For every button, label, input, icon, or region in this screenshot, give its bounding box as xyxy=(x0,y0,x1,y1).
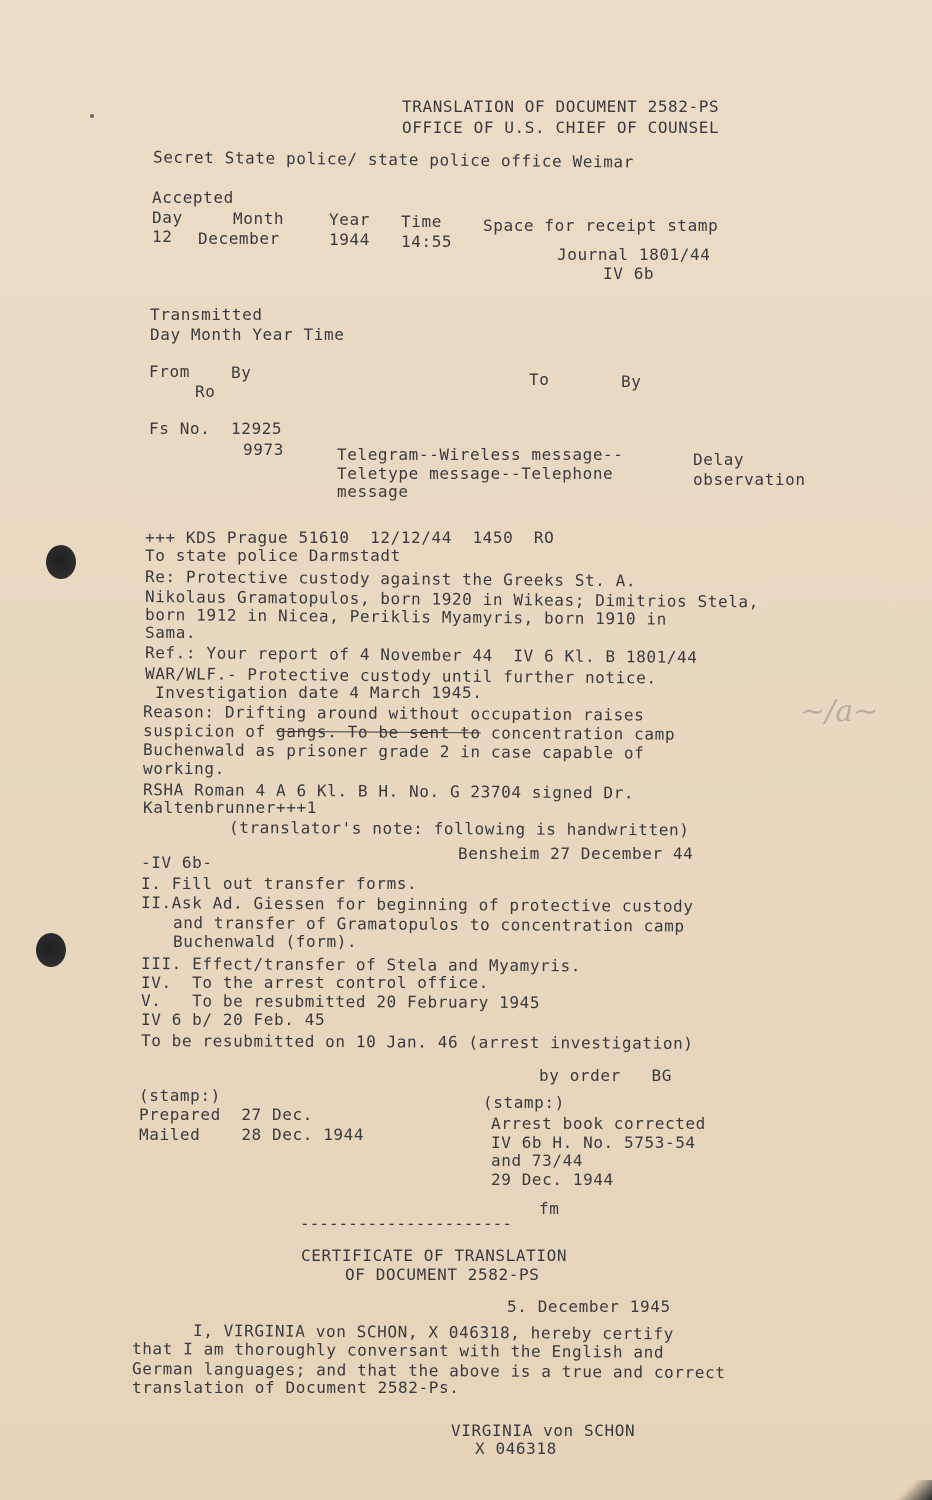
item-6: IV 6 b/ 20 Feb. 45 xyxy=(141,1010,326,1029)
issuing-office: Secret State police/ state police office Weimar xyxy=(152,147,635,172)
item-7: To be resubmitted on 10 Jan. 46 (arrest investigation) xyxy=(140,1031,694,1053)
by-label-to: By xyxy=(621,372,642,391)
message-line-15: Kaltenbrunner+++1 xyxy=(143,798,317,817)
transmitted-label: Transmitted xyxy=(150,305,263,324)
stamp-and: and 73/44 xyxy=(491,1151,584,1170)
day-label: Day xyxy=(152,208,183,227)
place-date: Bensheim 27 December 44 xyxy=(458,844,694,863)
message-line-7: Ref.: Your report of 4 November 44 IV 6 Kl. B 1801/44 xyxy=(144,643,698,667)
accepted-year: 1944 xyxy=(329,230,370,249)
to-label: To xyxy=(529,370,550,389)
stamp-date: 29 Dec. 1944 xyxy=(491,1170,614,1189)
message-line-9: Investigation date 4 March 1945. xyxy=(155,683,483,702)
message-line-12: Buchenwald as prisoner grade 2 in case capable of xyxy=(142,740,645,763)
iv6b-heading: -IV 6b- xyxy=(141,853,213,872)
message-line-13: working. xyxy=(143,759,225,778)
signature-name: VIRGINIA von SCHON xyxy=(451,1421,636,1440)
doc-header-office: OFFICE OF U.S. CHIEF OF COUNSEL xyxy=(402,118,720,137)
message-line-8: WAR/WLF.- Protective custody until further notice. xyxy=(144,664,657,688)
item-2-line-3: Buchenwald (form). xyxy=(173,932,358,951)
message-line-10: Reason: Drifting around without occupation raises xyxy=(142,702,645,725)
doc-header-title: TRANSLATION OF DOCUMENT 2582-PS xyxy=(402,97,720,116)
pencil-mark: ~/a~ xyxy=(800,694,879,729)
certificate-title-1: CERTIFICATE OF TRANSLATION xyxy=(301,1246,568,1265)
stamp-initials: fm xyxy=(539,1199,560,1218)
month-label: Month xyxy=(233,209,285,228)
by-label-from: By xyxy=(231,363,252,382)
item-3: III. Effect/transfer of Stela and Myamyris. xyxy=(140,954,582,976)
certificate-text-4: translation of Document 2582-Ps. xyxy=(132,1378,460,1397)
message-line-5: born 1912 in Nicea, Periklis Myamyris, born 1910 in xyxy=(144,605,667,629)
certificate-text-3: German languages; and that the above is a true and correct xyxy=(131,1359,726,1383)
transmitted-fields: Day Month Year Time xyxy=(150,325,345,344)
message-types-1: Telegram--Wireless message-- xyxy=(337,445,624,464)
certificate-date: 5. December 1945 xyxy=(507,1297,671,1316)
message-line-3: Re: Protective custody against the Greeks St. A. xyxy=(144,567,637,591)
paper-corner-damage xyxy=(892,1480,932,1500)
certificate-text-2: that I am thoroughly conversant with the English and xyxy=(131,1339,665,1362)
message-types-2: Teletype message--Telephone xyxy=(337,464,614,483)
fs-number-1: 12925 xyxy=(231,419,283,438)
stamp-left-label: (stamp:) xyxy=(139,1086,221,1105)
journal-sub: IV 6b xyxy=(603,264,655,283)
stamp-prepared: Prepared 27 Dec. xyxy=(139,1105,313,1124)
accepted-month: December xyxy=(198,229,280,248)
from-label: From xyxy=(149,362,190,381)
certificate-text-1: I, VIRGINIA von SCHON, X 046318, hereby certify xyxy=(192,1321,675,1344)
accepted-label: Accepted xyxy=(152,188,234,207)
punch-hole-bottom xyxy=(36,933,66,967)
message-line-14: RSHA Roman 4 A 6 Kl. B H. No. G 23704 signed Dr. xyxy=(142,780,635,803)
item-4: IV. To the arrest control office. xyxy=(141,973,489,992)
by-order: by order BG xyxy=(539,1066,673,1085)
message-line-4: Nikolaus Gramatopulos, born 1920 in Wikeas; Dimitrios Stela, xyxy=(144,587,760,612)
receipt-stamp-space: Space for receipt stamp xyxy=(483,216,719,235)
accepted-time: 14:55 xyxy=(401,232,453,251)
message-line-6: Sama. xyxy=(145,623,197,642)
fs-number-2: 9973 xyxy=(243,440,284,459)
item-2-line-2: and transfer of Gramatopulos to concentration camp xyxy=(172,913,685,936)
accepted-day: 12 xyxy=(152,227,173,246)
paper-speck xyxy=(90,114,94,118)
item-5: V. To be resubmitted 20 February 1945 xyxy=(140,991,541,1013)
item-1: I. Fill out transfer forms. xyxy=(141,874,418,893)
message-line-1: +++ KDS Prague 51610 12/12/44 1450 RO xyxy=(145,528,555,547)
message-types-3: message xyxy=(337,482,409,501)
signature-number: X 046318 xyxy=(475,1439,557,1458)
message-line-11-c: concentration camp xyxy=(480,723,676,744)
observation-label: observation xyxy=(693,470,806,489)
struck-text: gangs. To be sent to xyxy=(275,721,481,743)
delay-label: Delay xyxy=(693,450,745,469)
stamp-arrest-book: Arrest book corrected xyxy=(491,1114,706,1133)
message-line-11-a: suspicion of xyxy=(142,721,277,741)
year-label: Year xyxy=(329,210,370,229)
certificate-divider: ---------------------- xyxy=(300,1214,512,1233)
punch-hole-top xyxy=(46,545,76,579)
translator-note: (translator's note: following is handwritten) xyxy=(228,818,690,840)
stamp-right-label: (stamp:) xyxy=(483,1093,565,1112)
time-label: Time xyxy=(401,212,442,231)
stamp-mailed: Mailed 28 Dec. 1944 xyxy=(139,1125,365,1144)
journal-number: Journal 1801/44 xyxy=(557,245,711,264)
certificate-title-2: OF DOCUMENT 2582-PS xyxy=(345,1265,540,1284)
message-line-2: To state police Darmstadt xyxy=(145,546,401,565)
item-2-line-1: II.Ask Ad. Giessen for beginning of protective custody xyxy=(140,893,694,916)
stamp-h-no: IV 6b H. No. 5753-54 xyxy=(491,1133,696,1152)
ro-label: Ro xyxy=(195,382,216,401)
fs-label: Fs No. xyxy=(149,419,211,438)
